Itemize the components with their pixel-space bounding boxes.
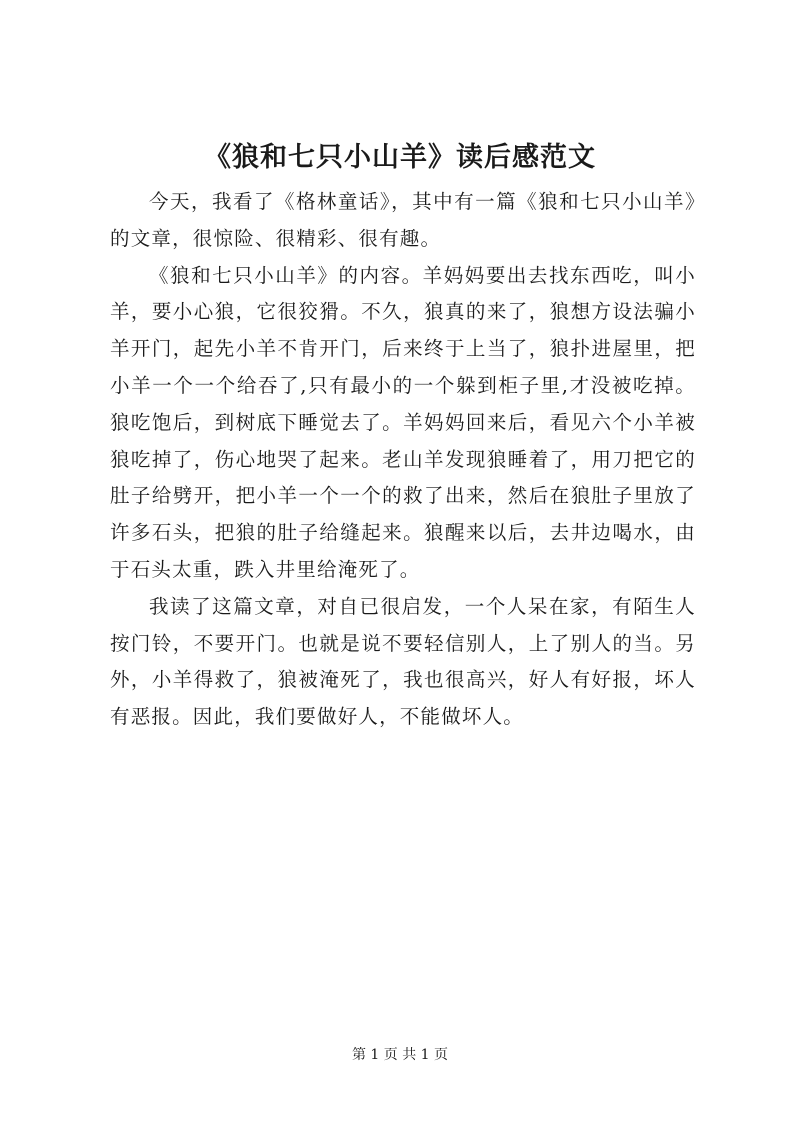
paragraph: 《狼和七只小山羊》的内容。羊妈妈要出去找东西吃，叫小羊，要小心狼，它很狡猾。不久，狼真的来了，狼想方设法骗小羊开门，起先小羊不肯开门，后来终于上当了，狼扑进屋里，把小羊一个一个给吞了,只有最小的一个躲到柜子里,才没被吃掉。狼吃饱后，到树底下睡觉去了。羊妈妈回来后，看见六个小羊被狼吃掉了，伤心地哭了起来。老山羊发现狼睡着了，用刀把它的肚子给劈开，把小羊一个一个的救了出来，然后在狼肚子里放了许多石头，把狼的肚子给缝起来。狼醒来以后，去井边喝水，由于石头太重，跌入井里给淹死了。 (110, 263, 696, 581)
document-title: 《狼和七只小山羊》读后感范文 (204, 142, 596, 173)
paragraph: 今天，我看了《格林童话》，其中有一篇《狼和七只小山羊》的文章，很惊险、很精彩、很有趣。 (110, 190, 696, 250)
document-body (110, 184, 696, 736)
page-footer: 第 1 页 共 1 页 (351, 1047, 449, 1063)
paragraph: 我读了这篇文章，对自已很启发，一个人呆在家，有陌生人按门铃，不要开门。也就是说不要轻信别人，上了别人的当。另外，小羊得救了，狼被淹死了，我也很高兴，好人有好报，坏人有恶报。因此，我们要做好人，不能做坏人。 (110, 594, 696, 729)
